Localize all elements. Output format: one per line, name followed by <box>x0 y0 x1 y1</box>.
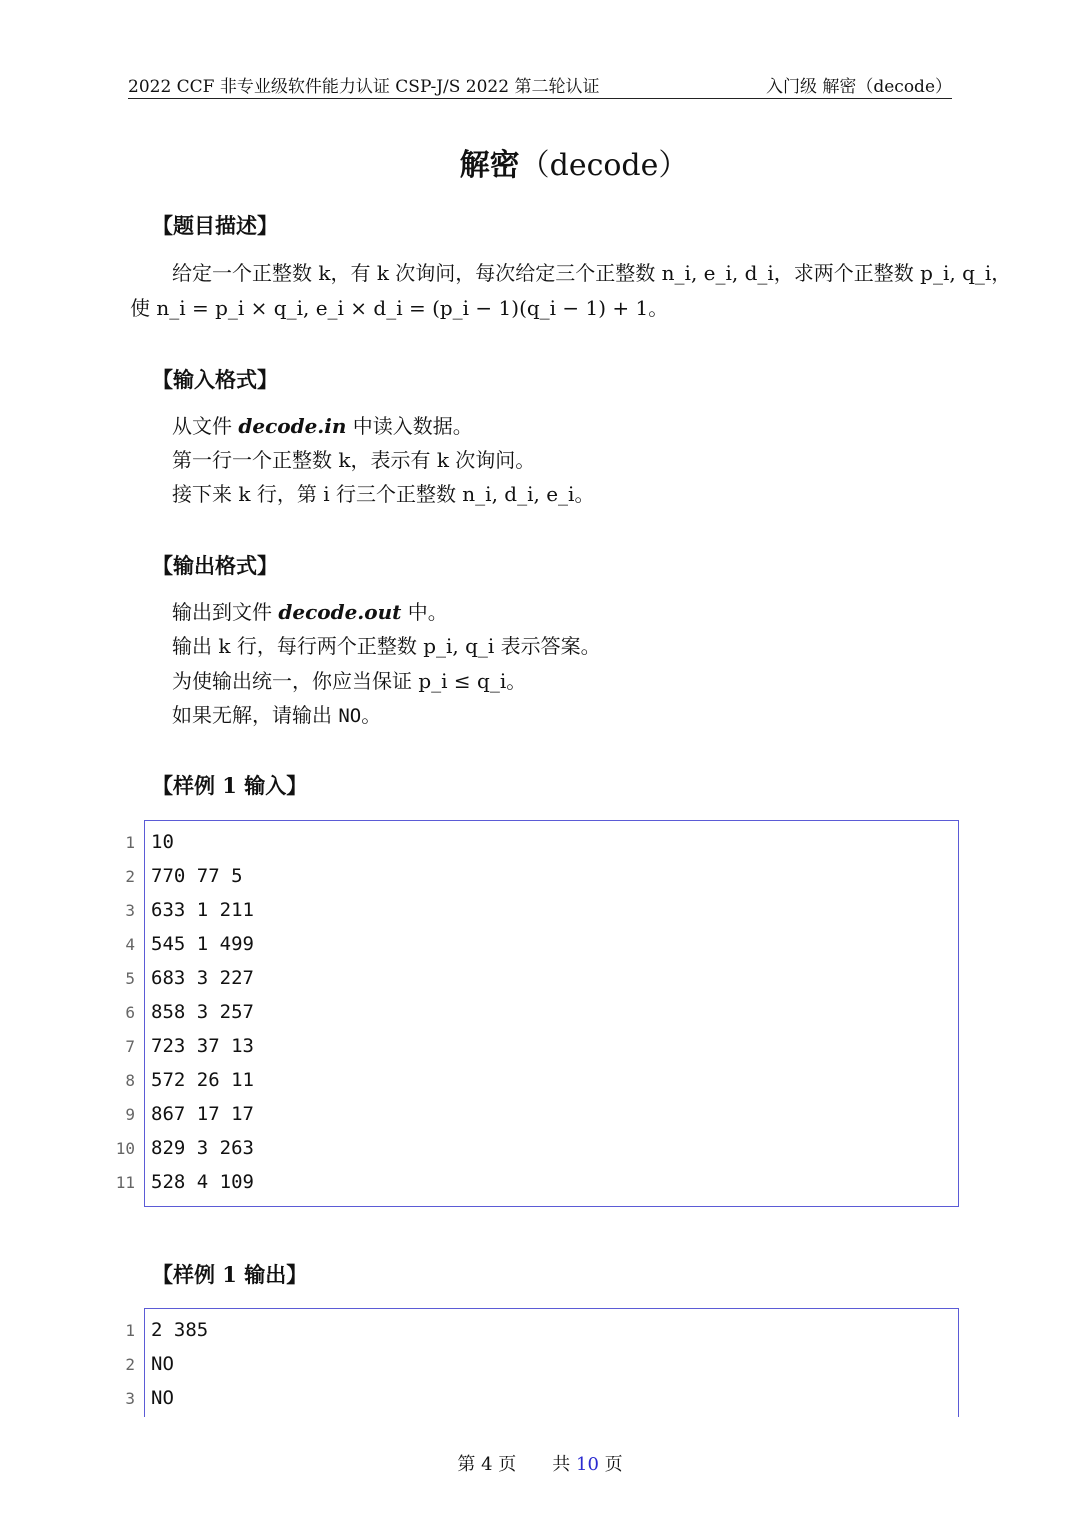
code-line-text: 545 1 499 <box>151 933 254 955</box>
no-answer-code: NO <box>338 705 362 727</box>
input-format-line-2: 第一行一个正整数 k，表示有 k 次询问。 <box>172 448 536 472</box>
output-format-line-4-post: 。 <box>361 703 382 727</box>
code-line <box>125 1099 958 1133</box>
code-line <box>125 1315 958 1349</box>
code-line-text: 867 17 17 <box>151 1103 254 1125</box>
output-filename: decode.out <box>278 600 402 624</box>
code-line-text: 572 26 11 <box>151 1069 254 1091</box>
description-line-2 <box>130 291 668 325</box>
code-line <box>115 1133 958 1167</box>
sample-input-code-block <box>115 820 959 1207</box>
code-line <box>125 1349 958 1383</box>
line-number: 9 <box>125 1105 135 1124</box>
code-line <box>125 997 958 1031</box>
line-number: 5 <box>125 969 135 988</box>
input-format-line-1 <box>172 409 473 443</box>
problem-title-en: （decode） <box>519 148 689 183</box>
code-line <box>125 1065 958 1099</box>
code-line <box>125 827 958 861</box>
section-output-format-heading: 【输出格式】 <box>152 553 278 578</box>
code-line <box>125 929 958 963</box>
problem-title <box>0 140 1080 184</box>
header-problem-name: 入门级 解密（decode） <box>765 77 952 97</box>
description-line-1 <box>172 256 1011 290</box>
code-line <box>125 963 958 997</box>
line-number: 6 <box>125 1003 135 1022</box>
section-description-heading: 【题目描述】 <box>152 213 278 238</box>
total-pages-post: 页 <box>598 1454 623 1475</box>
line-number: 4 <box>125 935 135 954</box>
code-line-text: 829 3 263 <box>151 1137 254 1159</box>
output-format-line-1 <box>172 595 448 629</box>
code-line <box>115 1167 958 1201</box>
line-number: 8 <box>125 1071 135 1090</box>
code-line-text: 528 4 109 <box>151 1171 254 1193</box>
input-filename: decode.in <box>238 414 347 438</box>
page-header <box>128 72 952 99</box>
line-number: 3 <box>125 901 135 920</box>
code-line-text: NO <box>151 1353 174 1375</box>
section-sample-input-heading: 【样例 1 输入】 <box>152 773 308 798</box>
header-contest-title: 2022 CCF 非专业级软件能力认证 CSP-J/S 2022 第二轮认证 <box>128 77 600 97</box>
code-line-text: 858 3 257 <box>151 1001 254 1023</box>
code-line-text: 10 <box>151 831 174 853</box>
output-format-line-3: 为使输出统一，你应当保证 p_i ≤ q_i。 <box>172 669 527 693</box>
output-format-line-1-post: 中。 <box>401 600 448 624</box>
total-pages-link[interactable]: 10 <box>576 1454 599 1475</box>
code-line-text: 683 3 227 <box>151 967 254 989</box>
input-format-line-3: 接下来 k 行，第 i 行三个正整数 n_i, d_i, e_i。 <box>172 482 595 506</box>
line-number: 11 <box>115 1173 135 1192</box>
section-input-format-heading: 【输入格式】 <box>152 367 278 392</box>
code-line <box>125 895 958 929</box>
code-line <box>125 861 958 895</box>
sample-output-code-block <box>125 1308 959 1417</box>
problem-title-cn: 解密 <box>459 148 520 183</box>
page-footer <box>0 1450 1080 1476</box>
line-number: 3 <box>125 1389 135 1408</box>
input-format-line-1-post: 中读入数据。 <box>346 414 473 438</box>
code-line-text: NO <box>151 1387 174 1409</box>
code-line-text: 770 77 5 <box>151 865 243 887</box>
description-line-1-text: 给定一个正整数 k，有 k 次询问，每次给定三个正整数 n_i, e_i, d_i，求两个正整数 p_i, q_i， <box>172 261 1012 285</box>
code-line <box>125 1031 958 1065</box>
input-format-line-1-pre: 从文件 <box>172 414 239 438</box>
output-format-line-2: 输出 k 行，每行两个正整数 p_i, q_i 表示答案。 <box>172 634 601 658</box>
code-line <box>125 1383 958 1417</box>
total-pages-pre: 共 <box>552 1454 576 1475</box>
line-number: 10 <box>115 1139 135 1158</box>
line-number: 2 <box>125 1355 135 1374</box>
line-number: 1 <box>125 833 135 852</box>
section-sample-output-heading: 【样例 1 输出】 <box>152 1262 308 1287</box>
code-line-text: 2 385 <box>151 1319 209 1341</box>
output-format-line-4-pre: 如果无解，请输出 <box>172 703 339 727</box>
line-number: 1 <box>125 1321 135 1340</box>
line-number: 2 <box>125 867 135 886</box>
code-line-text: 723 37 13 <box>151 1035 254 1057</box>
line-number: 7 <box>125 1037 135 1056</box>
output-format-line-4 <box>172 698 381 733</box>
code-line-text: 633 1 211 <box>151 899 254 921</box>
page-number: 第 4 页 <box>457 1454 517 1475</box>
output-format-line-1-pre: 输出到文件 <box>172 600 279 624</box>
description-line-2-text: 使 n_i = p_i × q_i, e_i × d_i = (p_i − 1)(q_i − 1) + 1。 <box>130 296 669 320</box>
